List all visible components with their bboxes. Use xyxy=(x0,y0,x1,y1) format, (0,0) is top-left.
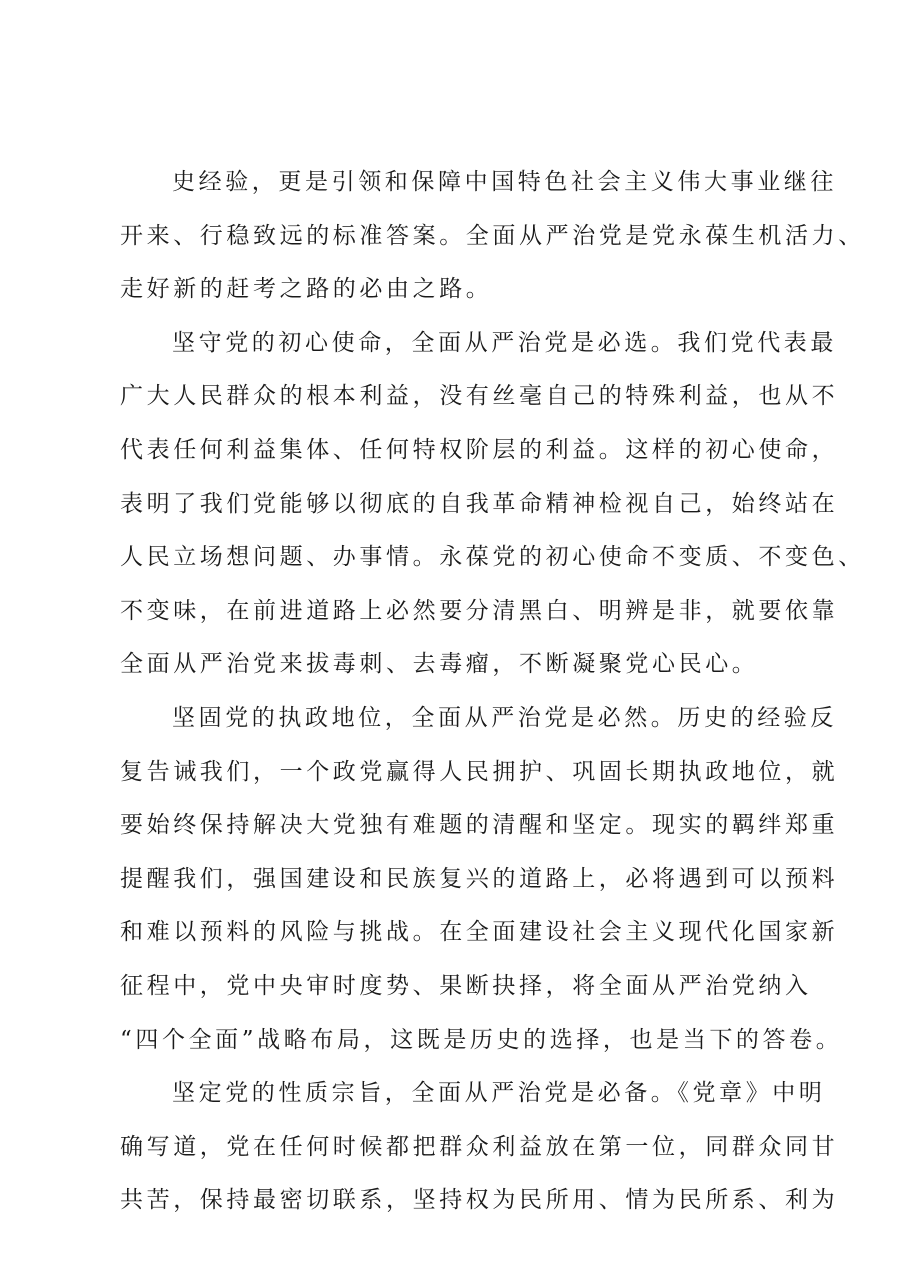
text-line: “四个全面”战略布局，这既是历史的选择，也是当下的答卷。 xyxy=(120,1026,843,1053)
text-line: 复告诫我们，一个政党赢得人民拥护、巩固长期执政地位，就 xyxy=(120,758,839,785)
text-line: 不变味，在前进道路上必然要分清黑白、明辨是非，就要依靠 xyxy=(120,597,839,624)
document-body xyxy=(120,156,865,1228)
text-line: 提醒我们，强国建设和民族复兴的道路上，必将遇到可以预料 xyxy=(120,865,839,892)
text-line: 表明了我们党能够以彻底的自我革命精神检视自己，始终站在 xyxy=(120,490,839,517)
text-line: 走好新的赶考之路的必由之路。 xyxy=(120,276,493,303)
text-line: 代表任何利益集体、任何特权阶层的利益。这样的初心使命， xyxy=(120,436,839,463)
paragraph-start-line: 坚定党的性质宗旨，全面从严治党是必备。《党章》中明 xyxy=(172,1080,826,1107)
paragraph-start-line: 坚固党的执政地位，全面从严治党是必然。历史的经验反 xyxy=(172,704,837,731)
text-line: 征程中，党中央审时度势、果断抉择，将全面从严治党纳入 xyxy=(120,972,812,999)
text-line: 和难以预料的风险与挑战。在全面建设社会主义现代化国家新 xyxy=(120,919,839,946)
text-line: 共苦，保持最密切联系，坚持权为民所用、情为民所系、利为 xyxy=(120,1187,839,1214)
paragraph-start-line: 坚守党的初心使命，全面从严治党是必选。我们党代表最 xyxy=(172,329,837,356)
text-line: 全面从严治党来拔毒刺、去毒瘤，不断凝聚党心民心。 xyxy=(120,651,759,678)
text-line: 开来、行稳致远的标准答案。全面从严治党是党永葆生机活力、 xyxy=(120,222,865,249)
text-line: 要始终保持解决大党独有难题的清醒和坚定。现实的羁绊郑重 xyxy=(120,812,839,839)
text-line: 人民立场想问题、办事情。永葆党的初心使命不变质、不变色、 xyxy=(120,544,865,571)
text-line: 广大人民群众的根本利益，没有丝毫自己的特殊利益，也从不 xyxy=(120,383,839,410)
text-line: 史经验，更是引领和保障中国特色社会主义伟大事业继往 xyxy=(172,169,837,195)
text-line: 确写道，党在任何时候都把群众利益放在第一位，同群众同甘 xyxy=(120,1133,839,1160)
